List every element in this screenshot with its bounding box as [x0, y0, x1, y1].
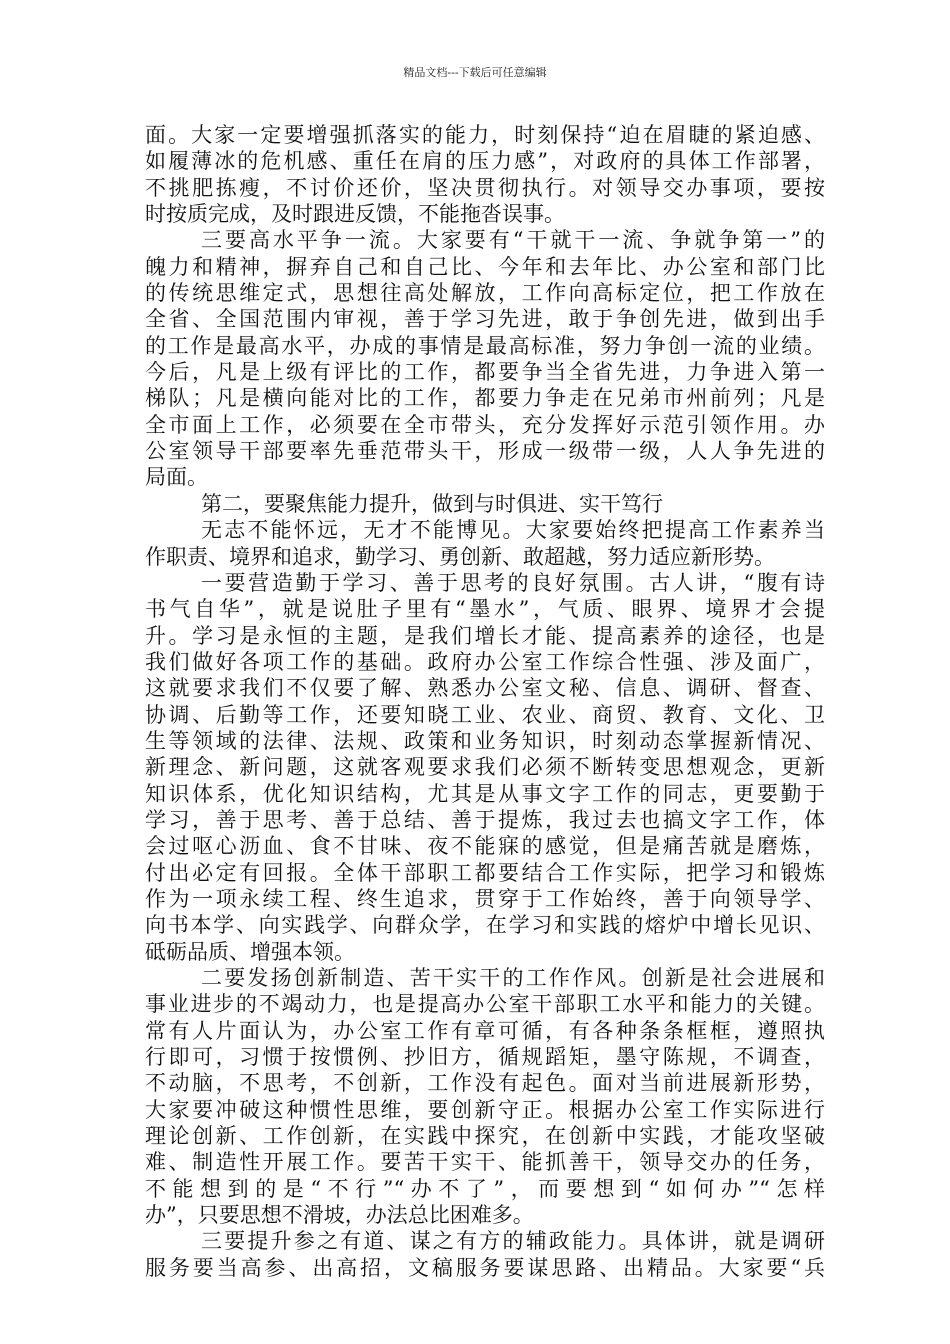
paragraph-first-line: 三要提升参之有道、谋之有方的辅政能力。具体讲，就是调研: [201, 1229, 825, 1254]
text-line: 的工作是最高水平，办成的事情是最高标准，努力争创一流的业绩。: [145, 333, 825, 358]
text-line: 魄力和精神，摒弃自己和自己比、今年和去年比、办公室和部门比: [145, 254, 825, 279]
text-line: 大家要冲破这种惯性思维，要创新守正。根据办公室工作实际进行: [145, 1097, 825, 1122]
text-line: 生等领域的法律、法规、政策和业务知识，时刻动态掌握新情况、: [145, 728, 825, 753]
page-header: 精品文档---下载后可任意编辑: [403, 66, 547, 79]
text-line: 行即可，习惯于按惯例、抄旧方，循规蹈矩，墨守陈规，不调查，: [145, 1045, 825, 1070]
text-line: 这就要求我们不仅要了解、熟悉办公室文秘、信息、调研、督查、: [145, 676, 825, 701]
text-line: 不能想到的是“不行”“办不了”，而要想到“如何办”“怎样: [145, 1176, 825, 1201]
text-line: 我们做好各项工作的基础。政府办公室工作综合性强、涉及面广，: [145, 649, 825, 674]
document-body: [145, 122, 825, 1281]
text-line: 时按质完成，及时跟进反馈，不能拖沓误事。: [145, 202, 565, 227]
text-line: 砥砺品质、增强本领。: [145, 939, 355, 964]
text-line: 全省、全国范围内审视，善于学习先进，敢于争创先进，做到出手: [145, 307, 825, 332]
text-line: 面。大家一定要增强抓落实的能力，时刻保持“迫在眉睫的紧迫感、: [145, 123, 825, 147]
text-line: 公室领导干部要率先垂范带头干，形成一级带一级，人人争先进的: [145, 439, 825, 464]
text-line: 付出必定有回报。全体干部职工都要结合工作实际，把学习和锻炼: [145, 860, 825, 885]
text-line: 不动脑，不思考，不创新，工作没有起色。面对当前进展新形势，: [145, 1071, 825, 1096]
paragraph-first-line: 二要发扬创新制造、苦干实干的工作作风。创新是社会进展和: [201, 966, 825, 990]
text-line: 向书本学、向实践学、向群众学，在学习和实践的熔炉中增长见识、: [145, 913, 825, 938]
paragraph-first-line: 第二，要聚焦能力提升，做到与时俱进、实干笃行: [201, 491, 663, 516]
text-line: 新理念、新问题，这就客观要求我们必须不断转变思想观念，更新: [145, 755, 825, 780]
text-line: 的传统思维定式，思想往高处解放，工作向高标定位，把工作放在: [145, 281, 825, 306]
text-line: 如履薄冰的危机感、重任在肩的压力感”，对政府的具体工作部署，: [145, 149, 825, 174]
text-line: 今后，凡是上级有评比的工作，都要争当全省先进，力争进入第一: [145, 360, 825, 385]
paragraph-first-line: 一要营造勤于学习、善于思考的良好氛围。古人讲，“腹有诗: [201, 570, 825, 595]
text-line: 服务要当高参、出高招，文稿服务要谋思路、出精品。大家要“兵: [145, 1255, 825, 1280]
text-line: 不挑肥拣瘦，不讨价还价，坚决贯彻执行。对领导交办事项，要按: [145, 175, 825, 200]
text-line: 升。学习是永恒的主题，是我们增长才能、提高素养的途径，也是: [145, 623, 825, 648]
text-line: 办”，只要思想不滑坡，办法总比困难多。: [145, 1203, 534, 1228]
paragraph-first-line: 无志不能怀远，无才不能博见。大家要始终把提高工作素养当: [201, 518, 825, 543]
text-line: 会过呕心沥血、食不甘味、夜不能寐的感觉，但是痛苦就是磨炼，: [145, 834, 825, 859]
text-line: 书气自华”，就是说肚子里有“墨水”，气质、眼界、境界才会提: [145, 597, 825, 622]
text-line: 作职责、境界和追求，勤学习、勇创新、敢超越，努力适应新形势。: [145, 544, 775, 569]
text-line: 全市面上工作，必须要在全市带头，充分发挥好示范引领作用。办: [145, 412, 825, 437]
text-line: 梯队；凡是横向能对比的工作，都要力争走在兄弟市州前列；凡是: [145, 386, 825, 411]
text-line: 协调、后勤等工作，还要知晓工业、农业、商贸、教育、文化、卫: [145, 702, 825, 727]
text-line: 局面。: [145, 465, 208, 490]
text-line: 难、制造性开展工作。要苦干实干、能抓善干，领导交办的任务，: [145, 1150, 825, 1175]
paragraph-first-line: 三要高水平争一流。大家要有“干就干一流、争就争第一”的: [201, 228, 825, 253]
text-line: 理论创新、工作创新，在实践中探究，在创新中实践，才能攻坚破: [145, 1124, 825, 1149]
text-line: 知识体系，优化知识结构，尤其是从事文字工作的同志，更要勤于: [145, 781, 825, 806]
text-line: 常有人片面认为，办公室工作有章可循，有各种条条框框，遵照执: [145, 1018, 825, 1043]
text-line: 学习，善于思考、善于总结、善于提炼，我过去也搞文字工作，体: [145, 807, 825, 832]
text-line: 事业进步的不竭动力，也是提高办公室干部职工水平和能力的关键。: [145, 992, 825, 1017]
text-line: 作为一项永续工程、终生追求，贯穿于工作始终，善于向领导学、: [145, 886, 825, 911]
